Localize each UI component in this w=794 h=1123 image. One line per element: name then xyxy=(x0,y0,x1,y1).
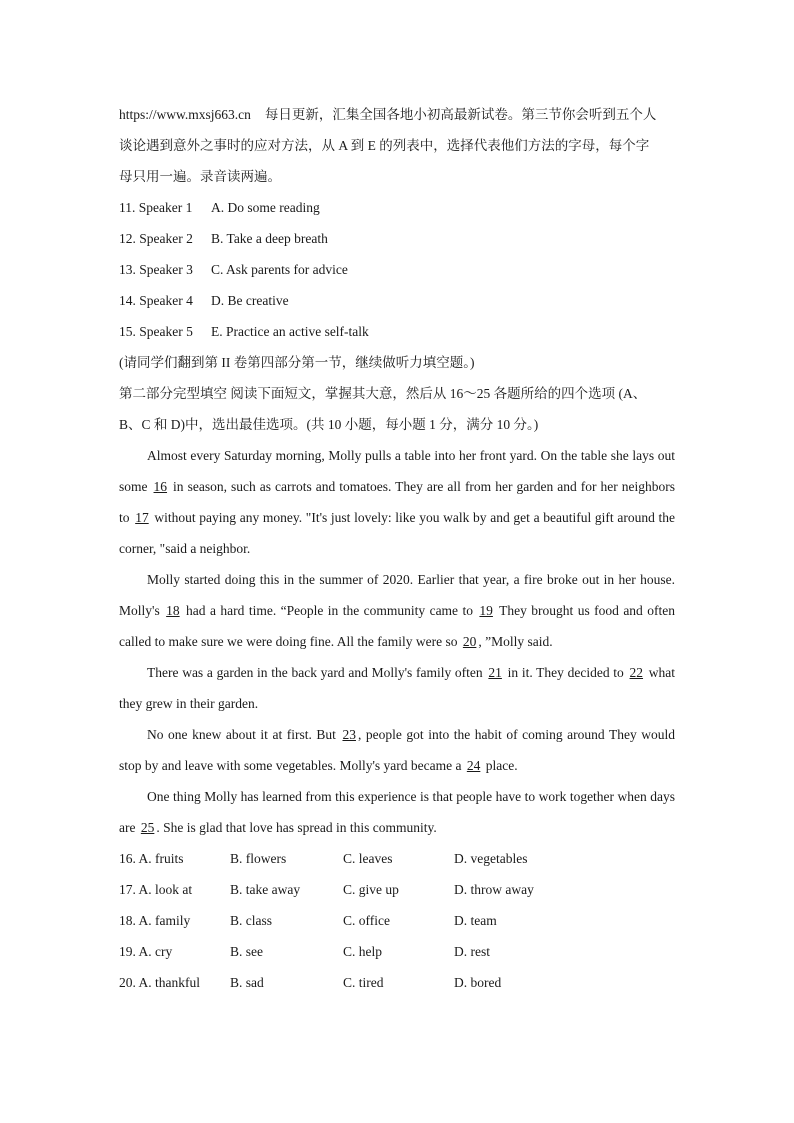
option-b: B. class xyxy=(230,913,272,928)
option-a: 16. A. fruits xyxy=(119,851,184,866)
passage-paragraph-2: Molly started doing this in the summer of 2020. Earlier that year, a fire broke out in her house. Molly's 18 had a hard time. “People in the community came to 19 They brought us food and often called to make sure we were doing fine. All the family were so 20 , ”Molly said. xyxy=(119,572,675,649)
turn-page-note: (请同学们翻到第 II 卷第四部分第一节，继续做听力填空题。) xyxy=(119,355,475,370)
matching-item xyxy=(119,316,675,347)
option-c: C. help xyxy=(343,944,382,959)
matching-item xyxy=(119,223,675,254)
method-option: B. Take a deep breath xyxy=(211,231,328,246)
speaker-label: 15. Speaker 5 xyxy=(119,324,193,339)
speaker-label: 13. Speaker 3 xyxy=(119,262,193,277)
source-url: https://www.mxsj663.cn xyxy=(119,107,251,122)
matching-item xyxy=(119,192,675,223)
blank-24: 24 xyxy=(466,758,481,773)
question-options xyxy=(119,874,675,905)
option-d: D. rest xyxy=(454,944,490,959)
blank-22: 22 xyxy=(629,665,644,680)
section2-heading: 第二部分完型填空 阅读下面短文，掌握其大意，然后从 16～25 各题所给的四个选项 (A、 xyxy=(119,386,647,401)
speaker-label: 11. Speaker 1 xyxy=(119,200,193,215)
question-options xyxy=(119,843,675,874)
header-line-3: 母只用一遍。录音读两遍。 xyxy=(119,169,281,184)
blank-25: 25 xyxy=(140,820,155,835)
matching-list xyxy=(119,192,675,347)
option-c: C. give up xyxy=(343,882,399,897)
option-a: 18. A. family xyxy=(119,913,191,928)
question-options xyxy=(119,905,675,936)
blank-19: 19 xyxy=(479,603,493,618)
section2-instructions: B、C 和 D)中，选出最佳选项。(共 10 小题，每小题 1 分，满分 10 分。) xyxy=(119,417,539,432)
speaker-label: 12. Speaker 2 xyxy=(119,231,193,246)
option-b: B. see xyxy=(230,944,263,959)
blank-16: 16 xyxy=(153,479,168,494)
matching-item xyxy=(119,285,675,316)
speaker-label: 14. Speaker 4 xyxy=(119,293,193,308)
blank-23: 23 xyxy=(342,727,356,742)
option-d: D. throw away xyxy=(454,882,534,897)
option-c: C. tired xyxy=(343,975,384,990)
option-a: 19. A. cry xyxy=(119,944,173,959)
option-d: D. team xyxy=(454,913,497,928)
option-b: B. take away xyxy=(230,882,301,897)
method-option: D. Be creative xyxy=(211,293,289,308)
passage-paragraph-1: Almost every Saturday morning, Molly pulls a table into her front yard. On the table she lays out some 16 in season, such as carrots and tomatoes. They are all from her garden and for her neighbors to 17 without paying any money. "It's just lovely: like you walk by and get a beautiful gift around the corner, "said a neighbor. xyxy=(119,448,675,556)
option-a: 17. A. look at xyxy=(119,882,193,897)
matching-item xyxy=(119,254,675,285)
blank-17: 17 xyxy=(135,510,149,525)
instruction-text: 每日更新，汇集全国各地小初高最新试卷。第三节你会听到五个人 xyxy=(264,107,657,122)
option-c: C. office xyxy=(343,913,390,928)
method-option: C. Ask parents for advice xyxy=(211,262,348,277)
option-c: C. leaves xyxy=(343,851,393,866)
options-list xyxy=(119,843,675,998)
header-line-1 xyxy=(119,99,675,130)
blank-18: 18 xyxy=(166,603,180,618)
option-b: B. flowers xyxy=(230,851,287,866)
method-option: A. Do some reading xyxy=(211,200,320,215)
option-d: D. bored xyxy=(454,975,502,990)
passage-paragraph-5: One thing Molly has learned from this experience is that people have to work together when days are 25 . She is glad that love has spread in this community. xyxy=(119,789,675,835)
question-options xyxy=(119,967,675,998)
blank-21: 21 xyxy=(488,665,502,680)
passage-paragraph-4: No one knew about it at first. But 23 , people got into the habit of coming around They would stop by and leave with some vegetables. Molly's yard became a 24 place. xyxy=(119,727,675,773)
method-option: E. Practice an active self-talk xyxy=(211,324,369,339)
question-options xyxy=(119,936,675,967)
blank-20: 20 xyxy=(462,634,477,649)
option-d: D. vegetables xyxy=(454,851,528,866)
header-line-2: 谈论遇到意外之事时的应对方法，从 A 到 E 的列表中，选择代表他们方法的字母，每个字 xyxy=(119,138,650,153)
passage-paragraph-3: There was a garden in the back yard and Molly's family often 21 in it. They decided to 22 what they grew in their garden. xyxy=(119,665,675,711)
option-b: B. sad xyxy=(230,975,264,990)
exam-page xyxy=(119,99,675,998)
option-a: 20. A. thankful xyxy=(119,975,200,990)
